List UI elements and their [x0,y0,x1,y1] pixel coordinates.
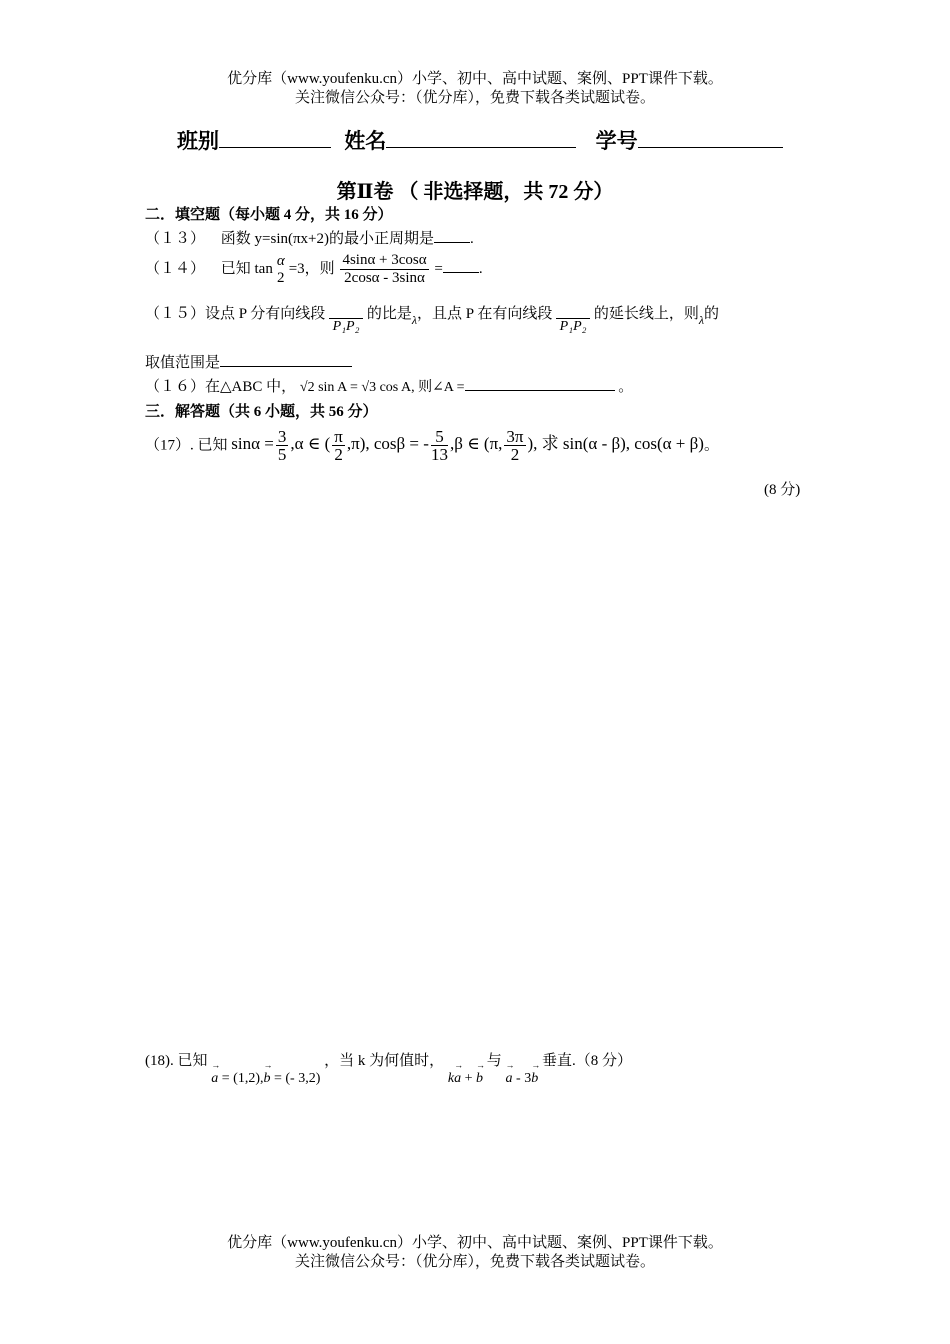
q17-frac-3: $\frac{5}{13}$ [430,427,448,464]
q13-tail: . [470,231,474,247]
header-line-1: 优分库（www.youfenku.cn）小学、初中、高中试题、案例、PPT课件下载。 [227,71,723,87]
q13-text: 函数 y=sin(πx+2)的最小正周期是 [220,231,435,247]
q14-small-fraction [275,253,287,287]
q14-eq: =3，则 [288,260,335,277]
q15-lambda-1: λ [411,313,418,327]
q18-expr-2: → a - 3→ b [506,1071,539,1087]
q17-frac-1: $\frac{3}{5}$ [277,427,287,464]
q14-end: . [478,260,483,277]
section3-heading: 三．解答题（共 6 小题，共 56 分） [145,404,378,420]
q16-math: √2 sin A = √3 cos A, 则∠A = [299,380,465,395]
number-field[interactable] [638,147,783,148]
q17-sin-alpha: sinα = [231,434,274,454]
question-13 [145,227,474,248]
q14-lead: 已知 tan [220,260,273,277]
q14-frac-den: 2 [277,269,285,286]
q15-range-label: 取值范围是 [145,355,221,371]
q18-vectors: → a = (1,2),→ b = (- 3,2) [211,1071,320,1087]
q15-number: （１５） [145,306,206,322]
question-16 [145,375,633,396]
q17-number: （17） [145,437,191,454]
q15-lambda-2: λ [698,313,705,327]
q14-big-fraction [340,252,428,287]
q18-text-1: ，当 k 为何值时， [324,1053,445,1069]
q18-lead: 已知 [177,1053,208,1069]
volume-title: 第Ⅱ卷 （ 非选择题，共 72 分） [336,181,614,203]
q17-beta-in: ,β ∈ (π, [449,434,503,454]
q15-text-4: 的延长线上，则 [593,306,699,322]
vector-a: → a [211,1071,218,1087]
footer-line-1: 优分库（www.youfenku.cn）小学、初中、高中试题、案例、PPT课件下载。 [227,1235,723,1251]
q15-text-2: 的比是 [366,306,412,322]
footer-line-2: 关注微信公众号：（优分库），免费下载各类试题试卷。 [294,1254,655,1270]
q18-text-3: 垂直.（8 分） [541,1053,632,1069]
name-field[interactable] [386,147,576,148]
q17-frac-4: $\frac{3\pi}{2}$ [506,427,524,464]
q16-text: 在△ABC 中， [205,379,297,395]
q16-number: （１６） [145,379,206,395]
question-18 [145,1049,632,1087]
question-14 [145,252,483,287]
q15-text-3: ，且点 P 在有向线段 [417,306,553,322]
q17-lead: . 已知 [190,437,228,454]
q14-number: （１４） [145,260,206,277]
q14-answer-blank[interactable] [443,272,479,273]
vector-b: → b [264,1071,271,1087]
q17-frac-2: $\frac{\pi}{2}$ [334,427,343,464]
q17-cos-beta: ,π), cosβ = - [346,434,429,454]
class-label: 班别 [177,129,219,153]
q15-text-5: 的 [704,306,720,322]
q15-segment-1: P₁P₂ [329,318,363,335]
q16-tail: 。 [618,379,634,395]
q15-line-2 [145,351,352,372]
q18-expr-1: k→ a + → b [448,1071,483,1087]
q17-ask: ), 求 sin(α - β), cos(α + β) [527,434,704,454]
student-info [177,125,783,155]
header-line-2: 关注微信公众号：（优分库），免费下载各类试题试卷。 [294,90,655,106]
q14-big-den: 2cosα - 3sinα [344,270,425,286]
q15-answer-blank[interactable] [220,366,352,367]
q17-score: (8 分) [764,482,801,498]
section2-heading: 二．填空题（每小题 4 分，共 16 分） [145,207,393,223]
question-17 [145,428,719,463]
number-label: 学号 [595,129,638,153]
q18-text-2: 与 [486,1053,502,1069]
q17-math [231,427,704,464]
q14-big-num: 4sinα + 3cosα [342,252,427,268]
q17-end: 。 [703,437,719,454]
q13-number: （１３） [145,231,206,247]
question-15 [145,302,719,335]
q15-text-1: 设点 P 分有向线段 [205,306,326,322]
q13-answer-blank[interactable] [434,242,470,243]
class-field[interactable] [219,147,331,148]
q18-number: (18). [145,1053,174,1069]
q14-tail: = [434,260,443,277]
name-label: 姓名 [344,129,387,153]
q16-answer-blank[interactable] [465,390,615,391]
q15-segment-2: P₁P₂ [556,318,590,335]
q14-frac-num: α [276,252,285,269]
q17-alpha-in: ,α ∈ ( [290,434,331,454]
